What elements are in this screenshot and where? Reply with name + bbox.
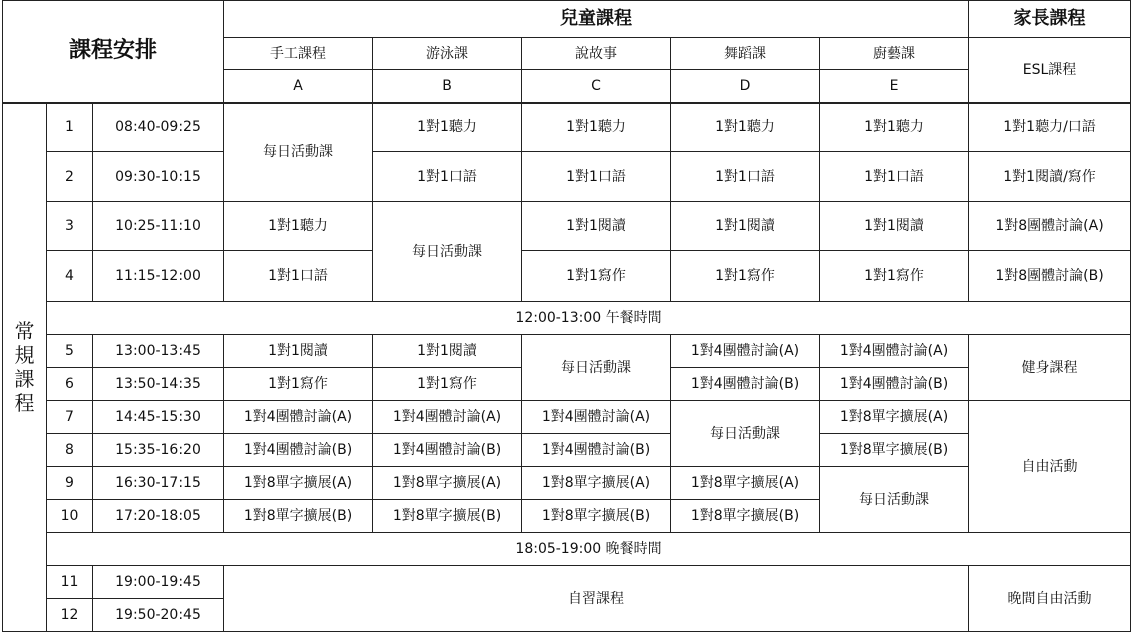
cell-course: 1對1口語	[224, 251, 373, 302]
period-time: 13:50-14:35	[93, 368, 224, 401]
regular-courses-label	[3, 103, 47, 632]
period-number: 3	[47, 202, 93, 251]
cell-course: 1對1寫作	[671, 251, 820, 302]
course-code-b: B	[373, 70, 522, 103]
cell-course: 1對4團體討論(A)	[522, 401, 671, 434]
cell-course: 1對8單字擴展(B)	[820, 434, 969, 467]
course-code-c: C	[522, 70, 671, 103]
cell-daily-activity: 每日活動課	[671, 401, 820, 467]
period-number: 5	[47, 335, 93, 368]
dinner-break: 18:05-19:00 晚餐時間	[47, 533, 1131, 566]
cell-course: 1對1閱讀	[373, 335, 522, 368]
children-courses-header: 兒童課程	[224, 1, 969, 38]
cell-course: 1對1閱讀	[224, 335, 373, 368]
cell-course: 1對1閱讀	[671, 202, 820, 251]
cell-course: 1對1閱讀	[820, 202, 969, 251]
cell-course: 1對1口語	[373, 152, 522, 202]
cell-fitness: 健身課程	[969, 335, 1131, 401]
cell-course: 1對4團體討論(B)	[671, 368, 820, 401]
course-name-e: 廚藝課	[820, 38, 969, 70]
cell-course: 1對8團體討論(B)	[969, 251, 1131, 302]
period-number: 10	[47, 500, 93, 533]
period-time: 11:15-12:00	[93, 251, 224, 302]
cell-course: 1對1閱讀	[522, 202, 671, 251]
lunch-break: 12:00-13:00 午餐時間	[47, 302, 1131, 335]
cell-course: 1對4團體討論(B)	[224, 434, 373, 467]
course-name-a: 手工課程	[224, 38, 373, 70]
cell-course: 1對4團體討論(B)	[373, 434, 522, 467]
cell-course: 1對8團體討論(A)	[969, 202, 1131, 251]
cell-course: 1對8單字擴展(A)	[820, 401, 969, 434]
cell-daily-activity: 每日活動課	[373, 202, 522, 302]
cell-course: 1對1寫作	[820, 251, 969, 302]
cell-course: 1對8單字擴展(A)	[373, 467, 522, 500]
cell-course: 1對8單字擴展(A)	[224, 467, 373, 500]
cell-course: 1對1聽力	[224, 202, 373, 251]
course-name-b: 游泳課	[373, 38, 522, 70]
cell-daily-activity: 每日活動課	[820, 467, 969, 533]
cell-course: 1對1聽力/口語	[969, 103, 1131, 152]
cell-course: 1對1聽力	[820, 103, 969, 152]
cell-course: 1對8單字擴展(A)	[671, 467, 820, 500]
period-time: 09:30-10:15	[93, 152, 224, 202]
cell-course: 1對4團體討論(A)	[671, 335, 820, 368]
cell-course: 1對1寫作	[224, 368, 373, 401]
period-number: 2	[47, 152, 93, 202]
cell-daily-activity: 每日活動課	[224, 103, 373, 202]
cell-course: 1對8單字擴展(A)	[522, 467, 671, 500]
schedule-title: 課程安排	[3, 1, 224, 103]
cell-self-study: 自習課程	[224, 566, 969, 632]
period-time: 10:25-11:10	[93, 202, 224, 251]
period-number: 1	[47, 103, 93, 152]
period-number: 9	[47, 467, 93, 500]
period-number: 7	[47, 401, 93, 434]
period-time: 13:00-13:45	[93, 335, 224, 368]
cell-evening-free-activity: 晚間自由活動	[969, 566, 1131, 632]
course-code-e: E	[820, 70, 969, 103]
parent-course-name: ESL課程	[969, 38, 1131, 103]
period-number: 6	[47, 368, 93, 401]
cell-course: 1對4團體討論(A)	[820, 335, 969, 368]
course-name-d: 舞蹈課	[671, 38, 820, 70]
period-time: 16:30-17:15	[93, 467, 224, 500]
cell-daily-activity: 每日活動課	[522, 335, 671, 401]
period-time: 17:20-18:05	[93, 500, 224, 533]
cell-course: 1對1口語	[671, 152, 820, 202]
course-name-c: 說故事	[522, 38, 671, 70]
cell-course: 1對1寫作	[373, 368, 522, 401]
cell-course: 1對1聽力	[522, 103, 671, 152]
period-number: 11	[47, 566, 93, 599]
course-code-a: A	[224, 70, 373, 103]
schedule-table	[2, 0, 1131, 632]
period-time: 15:35-16:20	[93, 434, 224, 467]
course-code-d: D	[671, 70, 820, 103]
cell-course: 1對8單字擴展(B)	[224, 500, 373, 533]
cell-course: 1對1聽力	[671, 103, 820, 152]
period-number: 4	[47, 251, 93, 302]
cell-course: 1對1口語	[820, 152, 969, 202]
cell-course: 1對1寫作	[522, 251, 671, 302]
cell-free-activity: 自由活動	[969, 401, 1131, 533]
cell-course: 1對1聽力	[373, 103, 522, 152]
period-time: 08:40-09:25	[93, 103, 224, 152]
parent-courses-header: 家長課程	[969, 1, 1131, 38]
cell-course: 1對8單字擴展(B)	[522, 500, 671, 533]
period-time: 14:45-15:30	[93, 401, 224, 434]
cell-course: 1對1口語	[522, 152, 671, 202]
cell-course: 1對4團體討論(B)	[820, 368, 969, 401]
cell-course: 1對4團體討論(B)	[522, 434, 671, 467]
cell-course: 1對8單字擴展(B)	[671, 500, 820, 533]
regular-courses-text: 常規課程	[14, 319, 35, 416]
period-time: 19:00-19:45	[93, 566, 224, 599]
cell-course: 1對1閱讀/寫作	[969, 152, 1131, 202]
period-number: 12	[47, 599, 93, 632]
period-number: 8	[47, 434, 93, 467]
cell-course: 1對4團體討論(A)	[373, 401, 522, 434]
cell-course: 1對4團體討論(A)	[224, 401, 373, 434]
period-time: 19:50-20:45	[93, 599, 224, 632]
cell-course: 1對8單字擴展(B)	[373, 500, 522, 533]
